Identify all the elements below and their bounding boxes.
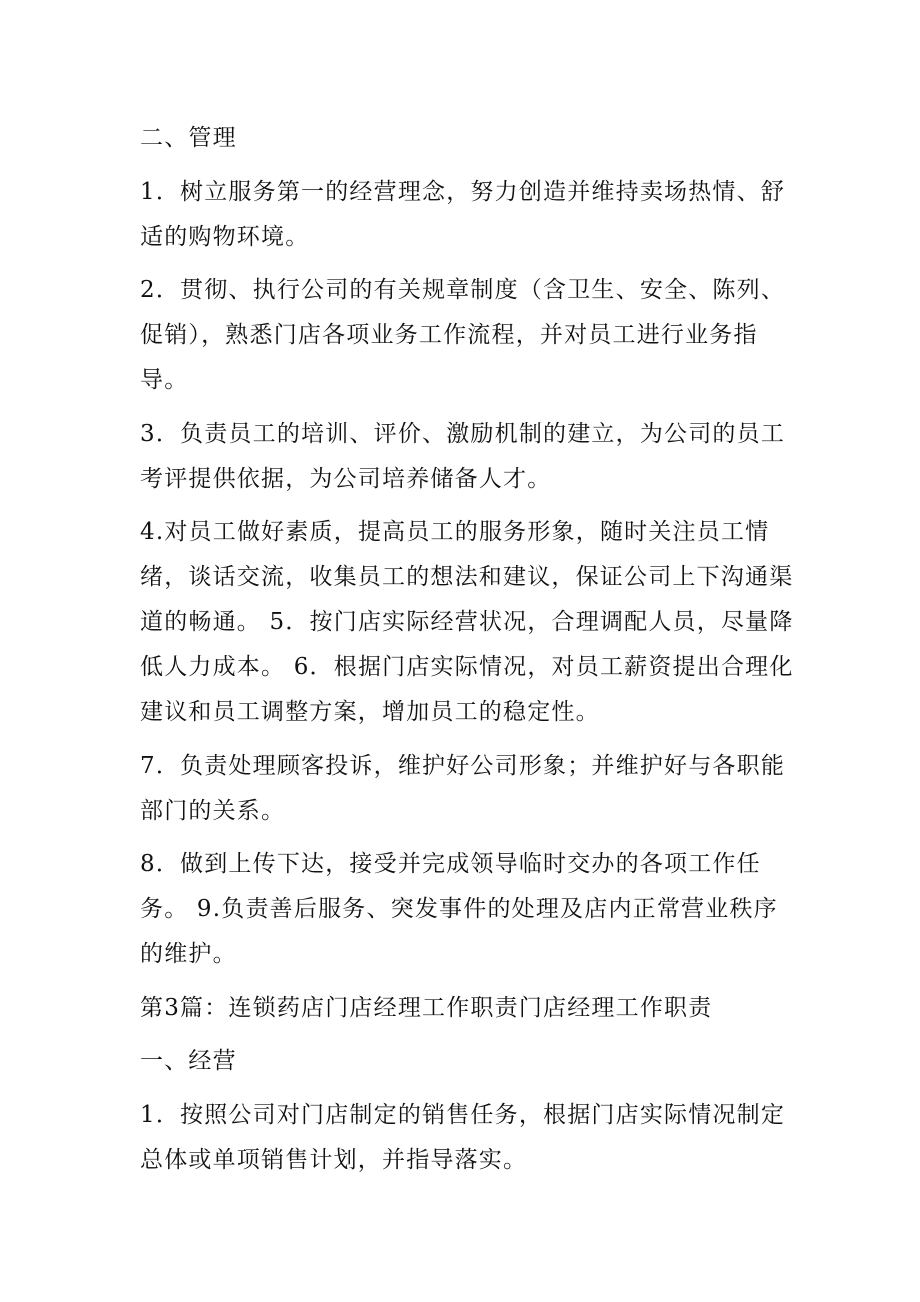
paragraph-item-2: 2．贯彻、执行公司的有关规章制度（含卫生、安全、陈列、促销），熟悉门店各项业务工作流程，并对员工进行业务指导。 bbox=[140, 277, 786, 393]
paragraph-item-7: 7．负责处理顾客投诉，维护好公司形象；并维护好与各职能部门的关系。 bbox=[140, 752, 786, 824]
section-heading-management: 二、管理 bbox=[140, 125, 237, 151]
paragraph-item-3: 3．负责员工的培训、评价、激励机制的建立，为公司的员工考评提供依据，为公司培养储备人才。 bbox=[140, 420, 786, 492]
document-page bbox=[140, 116, 800, 1191]
section-heading-operation: 一、经营 bbox=[140, 1048, 237, 1074]
paragraph-operation-item-1: 1．按照公司对门店制定的销售任务，根据门店实际情况制定总体或单项销售计划，并指导落实。 bbox=[140, 1101, 786, 1173]
paragraph-item-8-9: 8．做到上传下达，接受并完成领导临时交办的各项工作任务。 9.负责善后服务、突发事件的处理及店内正常营业秩序的维护。 bbox=[140, 851, 778, 967]
chapter-title: 第3篇：连锁药店门店经理工作职责门店经理工作职责 bbox=[140, 994, 713, 1021]
paragraph-item-4-6: 4.对员工做好素质，提高员工的服务形象，随时关注员工情绪，谈话交流，收集员工的想法和建议，保证公司上下沟通渠道的畅通。 5．按门店实际经营状况，合理调配人员，尽量降低人力成本。 6．根据门店实际情况，对员工薪资提出合理化建议和员工调整方案，增加员工的稳定性。 bbox=[140, 519, 794, 725]
paragraph-item-1: 1．树立服务第一的经营理念，努力创造并维持卖场热情、舒适的购物环境。 bbox=[140, 178, 786, 250]
